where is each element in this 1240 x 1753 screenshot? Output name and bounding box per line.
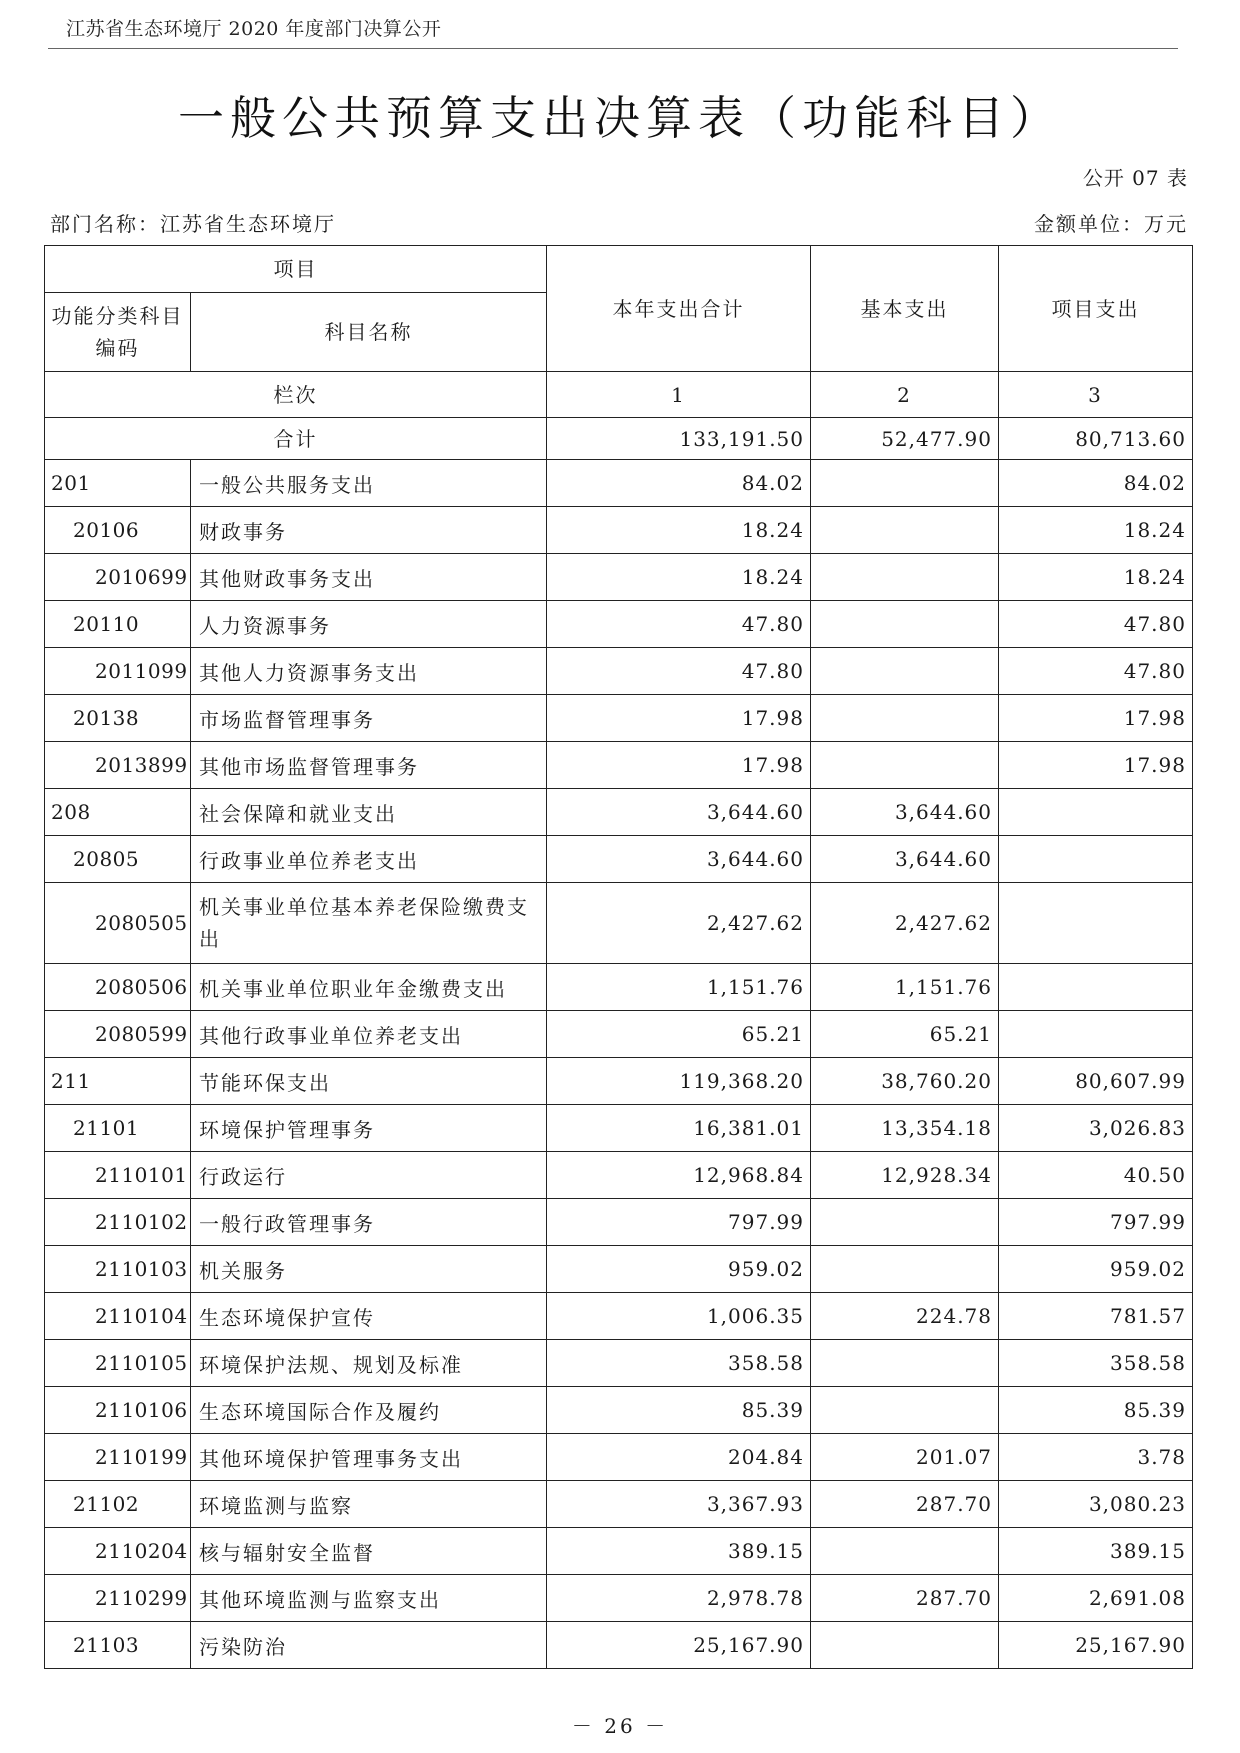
row-project: 47.80 bbox=[999, 601, 1193, 648]
table-row bbox=[45, 1481, 1193, 1528]
row-code: 21102 bbox=[45, 1481, 191, 1528]
row-project: 17.98 bbox=[999, 695, 1193, 742]
row-subject-name: 其他环境监测与监察支出 bbox=[191, 1575, 547, 1622]
row-basic: 65.21 bbox=[811, 1011, 999, 1058]
row-total: 3,644.60 bbox=[547, 789, 811, 836]
table-row bbox=[45, 1011, 1193, 1058]
row-total: 84.02 bbox=[547, 460, 811, 507]
page-number: － 26 － bbox=[571, 1714, 669, 1738]
row-subject-name: 人力资源事务 bbox=[191, 601, 547, 648]
row-project: 18.24 bbox=[999, 507, 1193, 554]
row-project: 47.80 bbox=[999, 648, 1193, 695]
row-code: 2110105 bbox=[45, 1340, 191, 1387]
table-row bbox=[45, 1434, 1193, 1481]
row-basic: 12,928.34 bbox=[811, 1152, 999, 1199]
row-project bbox=[999, 1011, 1193, 1058]
row-subject-name: 环境保护法规、规划及标准 bbox=[191, 1340, 547, 1387]
header-row-project bbox=[45, 246, 1193, 293]
row-project bbox=[999, 836, 1193, 883]
row-code: 2110299 bbox=[45, 1575, 191, 1622]
row-total: 959.02 bbox=[547, 1246, 811, 1293]
column-index-row bbox=[45, 372, 1193, 418]
row-subject-name: 生态环境国际合作及履约 bbox=[191, 1387, 547, 1434]
row-basic bbox=[811, 1340, 999, 1387]
row-subject-name: 其他环境保护管理事务支出 bbox=[191, 1434, 547, 1481]
row-basic bbox=[811, 1199, 999, 1246]
table-row bbox=[45, 1105, 1193, 1152]
table-row bbox=[45, 742, 1193, 789]
summary-label: 合计 bbox=[45, 418, 547, 460]
row-subject-name: 污染防治 bbox=[191, 1622, 547, 1669]
column-index-3: 3 bbox=[999, 372, 1193, 418]
row-subject-name: 机关事业单位基本养老保险缴费支出 bbox=[191, 883, 547, 964]
row-code: 211 bbox=[45, 1058, 191, 1105]
row-code: 2110101 bbox=[45, 1152, 191, 1199]
row-project bbox=[999, 964, 1193, 1011]
row-code: 2110199 bbox=[45, 1434, 191, 1481]
row-code: 20110 bbox=[45, 601, 191, 648]
table-row bbox=[45, 601, 1193, 648]
row-project: 25,167.90 bbox=[999, 1622, 1193, 1669]
column-index-1: 1 bbox=[547, 372, 811, 418]
row-project: 797.99 bbox=[999, 1199, 1193, 1246]
row-project: 781.57 bbox=[999, 1293, 1193, 1340]
row-total: 358.58 bbox=[547, 1340, 811, 1387]
row-code: 2013899 bbox=[45, 742, 191, 789]
header-project: 项目 bbox=[45, 246, 547, 293]
row-total: 119,368.20 bbox=[547, 1058, 811, 1105]
row-subject-name: 其他财政事务支出 bbox=[191, 554, 547, 601]
row-subject-name: 机关服务 bbox=[191, 1246, 547, 1293]
table-row bbox=[45, 695, 1193, 742]
row-total: 1,151.76 bbox=[547, 964, 811, 1011]
header-basic: 基本支出 bbox=[811, 246, 999, 372]
row-basic bbox=[811, 648, 999, 695]
row-basic bbox=[811, 460, 999, 507]
row-total: 2,427.62 bbox=[547, 883, 811, 964]
row-code: 21101 bbox=[45, 1105, 191, 1152]
row-basic: 201.07 bbox=[811, 1434, 999, 1481]
table-row bbox=[45, 836, 1193, 883]
table-row bbox=[45, 1058, 1193, 1105]
table-row bbox=[45, 460, 1193, 507]
row-project: 85.39 bbox=[999, 1387, 1193, 1434]
column-index-label: 栏次 bbox=[45, 372, 547, 418]
row-project: 18.24 bbox=[999, 554, 1193, 601]
header-project-expense: 项目支出 bbox=[999, 246, 1193, 372]
row-total: 18.24 bbox=[547, 554, 811, 601]
row-total: 389.15 bbox=[547, 1528, 811, 1575]
table-row bbox=[45, 789, 1193, 836]
row-subject-name: 市场监督管理事务 bbox=[191, 695, 547, 742]
row-basic: 3,644.60 bbox=[811, 836, 999, 883]
table-row bbox=[45, 883, 1193, 964]
row-subject-name: 财政事务 bbox=[191, 507, 547, 554]
row-total: 17.98 bbox=[547, 695, 811, 742]
row-total: 85.39 bbox=[547, 1387, 811, 1434]
row-basic: 3,644.60 bbox=[811, 789, 999, 836]
row-basic bbox=[811, 1246, 999, 1293]
table-row bbox=[45, 964, 1193, 1011]
row-subject-name: 环境保护管理事务 bbox=[191, 1105, 547, 1152]
row-total: 3,644.60 bbox=[547, 836, 811, 883]
row-project: 3,080.23 bbox=[999, 1481, 1193, 1528]
table-row bbox=[45, 1199, 1193, 1246]
row-code: 2110102 bbox=[45, 1199, 191, 1246]
row-code: 2110106 bbox=[45, 1387, 191, 1434]
row-total: 1,006.35 bbox=[547, 1293, 811, 1340]
row-subject-name: 机关事业单位职业年金缴费支出 bbox=[191, 964, 547, 1011]
row-project: 2,691.08 bbox=[999, 1575, 1193, 1622]
row-basic bbox=[811, 1528, 999, 1575]
table-row bbox=[45, 648, 1193, 695]
row-subject-name: 节能环保支出 bbox=[191, 1058, 547, 1105]
summary-project: 80,713.60 bbox=[999, 418, 1193, 460]
row-subject-name: 社会保障和就业支出 bbox=[191, 789, 547, 836]
row-basic: 224.78 bbox=[811, 1293, 999, 1340]
header-subject-name: 科目名称 bbox=[191, 293, 547, 372]
row-basic: 1,151.76 bbox=[811, 964, 999, 1011]
row-code: 2110104 bbox=[45, 1293, 191, 1340]
row-total: 204.84 bbox=[547, 1434, 811, 1481]
row-code: 2011099 bbox=[45, 648, 191, 695]
table-code: 公开 07 表 bbox=[1082, 166, 1188, 190]
row-code: 2110204 bbox=[45, 1528, 191, 1575]
table-row bbox=[45, 554, 1193, 601]
row-basic: 287.70 bbox=[811, 1481, 999, 1528]
row-basic bbox=[811, 1387, 999, 1434]
table-row bbox=[45, 1387, 1193, 1434]
table-row bbox=[45, 1246, 1193, 1293]
row-basic bbox=[811, 601, 999, 648]
row-project bbox=[999, 789, 1193, 836]
table-row bbox=[45, 1622, 1193, 1669]
department-name: 部门名称：江苏省生态环境厅 bbox=[50, 212, 336, 236]
row-subject-name: 其他人力资源事务支出 bbox=[191, 648, 547, 695]
row-project: 389.15 bbox=[999, 1528, 1193, 1575]
row-subject-name: 其他行政事业单位养老支出 bbox=[191, 1011, 547, 1058]
header-divider bbox=[48, 48, 1178, 49]
page-title: 一般公共预算支出决算表（功能科目） bbox=[178, 91, 1062, 145]
row-project: 3.78 bbox=[999, 1434, 1193, 1481]
row-total: 3,367.93 bbox=[547, 1481, 811, 1528]
table-row bbox=[45, 1340, 1193, 1387]
row-basic: 38,760.20 bbox=[811, 1058, 999, 1105]
row-code: 2080505 bbox=[45, 883, 191, 964]
row-total: 797.99 bbox=[547, 1199, 811, 1246]
row-total: 18.24 bbox=[547, 507, 811, 554]
row-basic: 2,427.62 bbox=[811, 883, 999, 964]
row-code: 2080599 bbox=[45, 1011, 191, 1058]
row-basic bbox=[811, 554, 999, 601]
row-subject-name: 一般行政管理事务 bbox=[191, 1199, 547, 1246]
row-subject-name: 一般公共服务支出 bbox=[191, 460, 547, 507]
row-total: 47.80 bbox=[547, 601, 811, 648]
table-row bbox=[45, 507, 1193, 554]
row-code: 20138 bbox=[45, 695, 191, 742]
summary-row bbox=[45, 418, 1193, 460]
row-basic bbox=[811, 507, 999, 554]
row-subject-name: 核与辐射安全监督 bbox=[191, 1528, 547, 1575]
row-project bbox=[999, 883, 1193, 964]
row-code: 2010699 bbox=[45, 554, 191, 601]
row-total: 12,968.84 bbox=[547, 1152, 811, 1199]
row-total: 65.21 bbox=[547, 1011, 811, 1058]
table-row bbox=[45, 1575, 1193, 1622]
row-project: 40.50 bbox=[999, 1152, 1193, 1199]
row-project: 80,607.99 bbox=[999, 1058, 1193, 1105]
column-index-2: 2 bbox=[811, 372, 999, 418]
row-code: 20106 bbox=[45, 507, 191, 554]
row-project: 84.02 bbox=[999, 460, 1193, 507]
row-basic: 13,354.18 bbox=[811, 1105, 999, 1152]
row-project: 358.58 bbox=[999, 1340, 1193, 1387]
row-total: 47.80 bbox=[547, 648, 811, 695]
row-project: 17.98 bbox=[999, 742, 1193, 789]
row-basic bbox=[811, 742, 999, 789]
summary-basic: 52,477.90 bbox=[811, 418, 999, 460]
row-project: 3,026.83 bbox=[999, 1105, 1193, 1152]
amount-unit: 金额单位：万元 bbox=[1034, 212, 1188, 236]
header-func-code: 功能分类科目编码 bbox=[45, 293, 191, 372]
row-code: 20805 bbox=[45, 836, 191, 883]
row-subject-name: 环境监测与监察 bbox=[191, 1481, 547, 1528]
row-code: 208 bbox=[45, 789, 191, 836]
row-project: 959.02 bbox=[999, 1246, 1193, 1293]
row-code: 2110103 bbox=[45, 1246, 191, 1293]
summary-total: 133,191.50 bbox=[547, 418, 811, 460]
row-basic bbox=[811, 695, 999, 742]
table-row bbox=[45, 1152, 1193, 1199]
row-code: 201 bbox=[45, 460, 191, 507]
running-header: 江苏省生态环境厅 2020 年度部门决算公开 bbox=[66, 18, 442, 40]
row-total: 2,978.78 bbox=[547, 1575, 811, 1622]
table-row bbox=[45, 1528, 1193, 1575]
row-total: 17.98 bbox=[547, 742, 811, 789]
row-total: 16,381.01 bbox=[547, 1105, 811, 1152]
row-subject-name: 其他市场监督管理事务 bbox=[191, 742, 547, 789]
row-subject-name: 行政事业单位养老支出 bbox=[191, 836, 547, 883]
row-basic bbox=[811, 1622, 999, 1669]
budget-table bbox=[44, 245, 1193, 1669]
row-subject-name: 生态环境保护宣传 bbox=[191, 1293, 547, 1340]
row-subject-name: 行政运行 bbox=[191, 1152, 547, 1199]
header-total: 本年支出合计 bbox=[547, 246, 811, 372]
row-total: 25,167.90 bbox=[547, 1622, 811, 1669]
table-row bbox=[45, 1293, 1193, 1340]
row-code: 21103 bbox=[45, 1622, 191, 1669]
row-code: 2080506 bbox=[45, 964, 191, 1011]
row-basic: 287.70 bbox=[811, 1575, 999, 1622]
